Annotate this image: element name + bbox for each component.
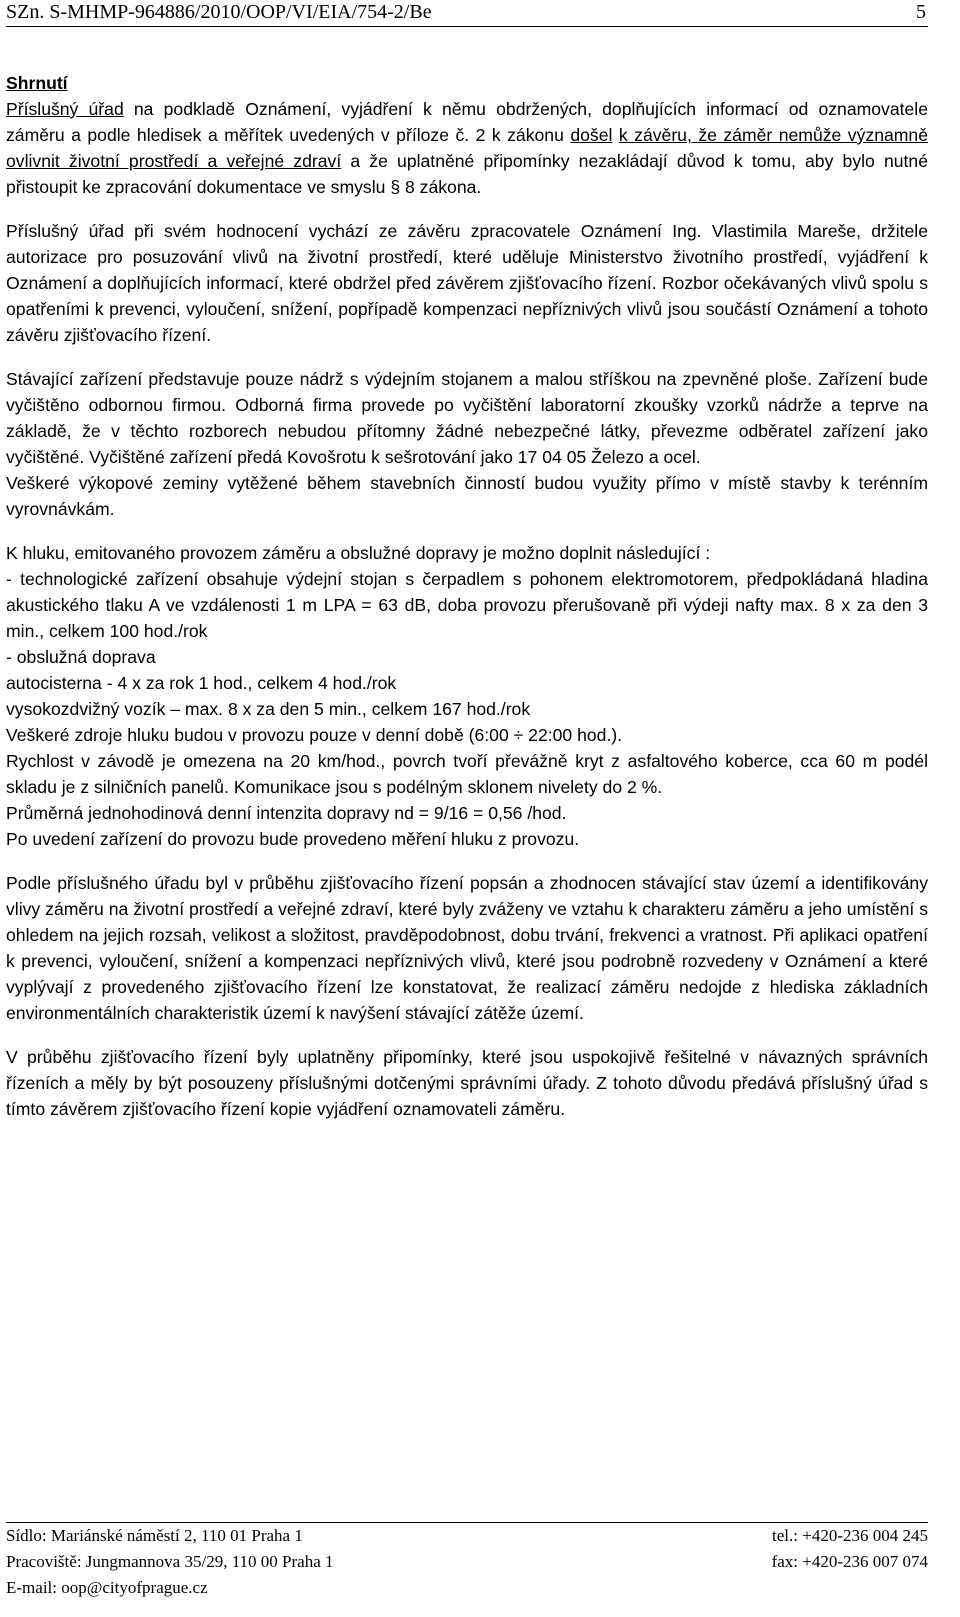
conclusion-underlined: k závěru, že záměr nemůže významně ovlivnit životní prostředí a veřejné zdraví [6,125,928,171]
footer-fax: fax: +420-236 007 074 [771,1552,928,1571]
noise-line-0: K hluku, emitovaného provozem záměru a obslužné dopravy je možno doplnit následující : [6,543,711,563]
paragraph-comments: V průběhu zjišťovacího řízení byly uplatněny připomínky, které jsou uspokojivě řešitelné v návazných správních řízeních a měly by být posouzeny příslušnými dotčenými správními úřady. Z tohoto důvodu předává příslušný úřad s tímto závěrem zjišťovacího řízení kopie vyjádření oznamovateli záměru. [6,1047,928,1119]
reference-number: SZn. S-MHMP-964886/2010/OOP/VI/EIA/754-2/Be [6,1,432,23]
summary-heading: Shrnutí [6,73,68,93]
noise-line-7: Průměrná jednohodinová denní intenzita dopravy nd = 9/16 = 0,56 /hod. [6,803,567,823]
footer-tel: tel.: +420-236 004 245 [772,1526,928,1545]
paragraph-conclusion [6,96,928,200]
page-header [6,0,928,27]
page-footer [6,1522,928,1601]
noise-line-2: - obslužná doprava [6,647,156,667]
paragraph-assessment: Příslušný úřad při svém hodnocení vychází ze závěru zpracovatele Oznámení Ing. Vlastimila Mareše, držitele autorizace pro posuzování vlivů na životní prostředí, které uděluje Ministerstvo životního prostředí, vyjádření k Oznámení a doplňujících informací, které obdržel před závěrem zjišťovacího řízení. Rozbor očekávaných vlivů spolu s opatřeními k prevenci, vyloučení, snížení, popřípadě kompenzaci nepříznivých vlivů jsou součástí Oznámení a tohoto závěru zjišťovacího řízení. [6,221,928,345]
paragraph-evaluation: Podle příslušného úřadu byl v průběhu zjišťovacího řízení popsán a zhodnocen stávající stav území a identifikovány vlivy záměru na životní prostředí a veřejné zdraví, které byly zváženy ve vztahu k charakteru záměru a jeho umístění s ohledem na jejich rozsah, velikost a složitost, pravděpodobnost, dobu trvání, frekvenci a vratnost. Při aplikaci opatření k prevenci, vyloučení, snížení a kompenzaci nepříznivých vlivů, které jsou podrobně rozvedeny v Oznámení a které vyplývají z provedeného zjišťovacího řízení lze konstatovat, že realizací záměru nedojde z hlediska základních environmentálních charakteristik území k navýšení stávající zátěže území. [6,873,928,1023]
conclusion-text-1: na podkladě Oznámení, vyjádření k němu obdržených, doplňujících informací od oznamovatele záměru a podle hledisek a měřítek uvedených v příloze č. 2 k zákonu [6,99,928,145]
authority-phrase: Příslušný úřad [6,99,124,119]
paragraph-soil: Veškeré výkopové zeminy vytěžené během stavebních činností budou využity přímo v místě stavby k terénním vyrovnávkám. [6,473,928,519]
page-number: 5 [916,1,926,23]
document-body [6,70,928,1122]
conclusion-text-2: a že uplatněné připomínky nezakládají důvod k tomu, aby bylo nutné přistoupit ke zpracování dokumentace ve smyslu § 8 zákona. [6,151,928,197]
noise-line-3: autocisterna - 4 x za rok 1 hod., celkem 4 hod./rok [6,673,397,693]
footer-seat: Sídlo: Mariánské náměstí 2, 110 01 Praha 1 [6,1526,303,1545]
footer-email[interactable]: E-mail: oop@cityofprague.cz [6,1578,208,1597]
arrived-phrase: došel [570,125,613,145]
paragraph-facility: Stávající zařízení představuje pouze nádrž s výdejním stojanem a malou stříškou na zpevněné ploše. Zařízení bude vyčištěno odbornou firmou. Odborná firma provede po vyčištění laboratorní zkoušky vzorků nádrže a teprve na základě, že v těchto rozborech nebudou přítomny žádné nebezpečné látky, převezme odběratel zařízení jako vyčištěné. Vyčištěné zařízení předá Kovošrotu k sešrotování jako 17 04 05 Železo a ocel. [6,369,928,467]
noise-line-8: Po uvedení zařízení do provozu bude provedeno měření hluku z provozu. [6,829,580,849]
noise-line-1: - technologické zařízení obsahuje výdejní stojan s čerpadlem s pohonem elektromotorem, předpokládaná hladina akustického tlaku A ve vzdálenosti 1 m LPA = 63 dB, doba provozu přerušovaně při výdeji nafty max. 8 x za den 3 min., celkem 100 hod./rok [6,569,928,641]
section-heading [6,70,928,96]
noise-line-6: Rychlost v závodě je omezena na 20 km/hod., povrch tvoří převážně kryt z asfaltového koberce, cca 60 m podél skladu je z silničních panelů. Komunikace jsou s podélným sklonem nivelety do 2 %. [6,751,928,797]
noise-section [6,540,928,852]
noise-line-4: vysokozdvižný vozík – max. 8 x za den 5 min., celkem 167 hod./rok [6,699,531,719]
noise-line-5: Veškeré zdroje hluku budou v provozu pouze v denní době (6:00 ÷ 22:00 hod.). [6,725,623,745]
footer-workplace: Pracoviště: Jungmannova 35/29, 110 00 Praha 1 [6,1552,334,1571]
